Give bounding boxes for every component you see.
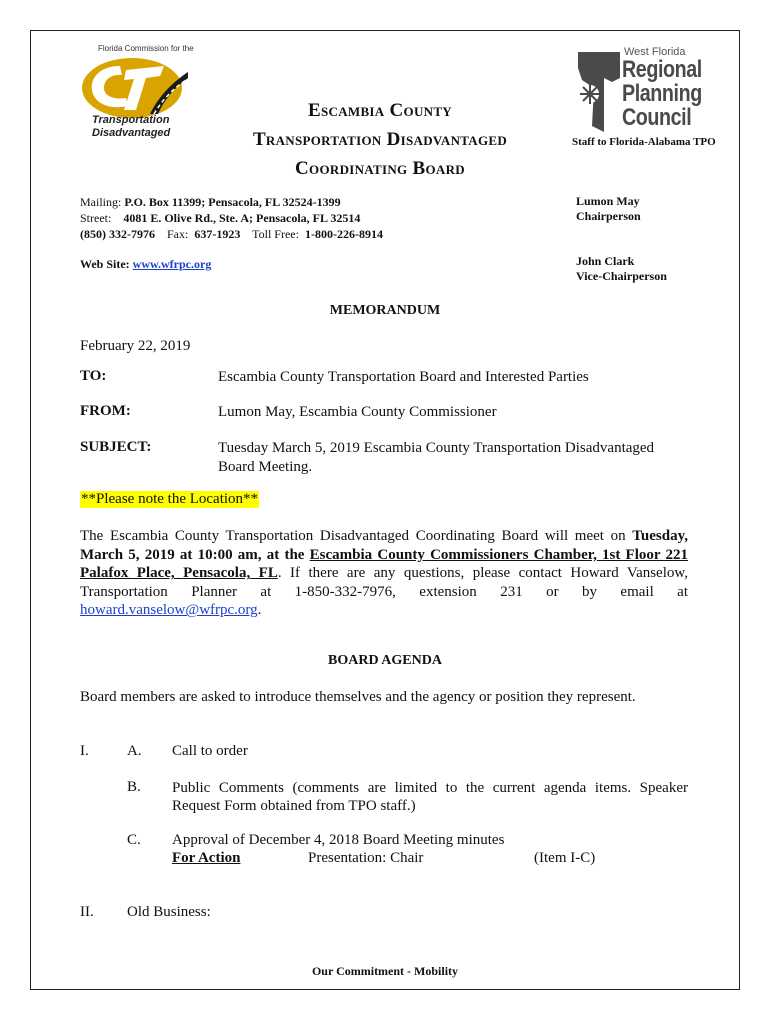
section-1-number: I. <box>80 743 89 759</box>
email-link[interactable]: howard.vanselow@wfrpc.org <box>80 602 258 619</box>
title-line-1: Escambia County <box>308 100 452 121</box>
agenda-intro: Board members are asked to introduce themselves and the agency or position they represent. <box>80 689 636 705</box>
phone-number: (850) 332-7976 <box>80 227 155 241</box>
tollfree-number: 1-800-226-8914 <box>304 227 383 241</box>
item-c-text: Approval of December 4, 2018 Board Meeting minutes <box>172 832 505 848</box>
rpc-logo-word-3: Council <box>622 104 692 131</box>
subject-label: SUBJECT: <box>80 439 152 455</box>
item-c-presentation: Presentation: Chair <box>308 850 424 866</box>
ctd-logo-line1: Transportation <box>92 114 170 126</box>
meeting-paragraph <box>80 527 688 620</box>
ctd-logo-tagline: Florida Commission for the <box>98 44 194 53</box>
chair-name: Lumon May <box>576 194 640 208</box>
florida-map-icon <box>574 48 624 134</box>
vice-chair-name: John Clark <box>576 254 635 268</box>
rpc-logo-top: West Florida <box>624 46 686 58</box>
fax-number: 637-1923 <box>194 227 241 241</box>
rpc-logo <box>572 46 722 146</box>
contact-line <box>80 226 383 242</box>
para-meeting-location: Escambia County Commissioners Chamber, 1st Floor 221 Palafox Place, Pensacola, FL <box>80 546 688 582</box>
mailing-address: P.O. Box 11399; Pensacola, FL 32524-1399 <box>124 195 341 209</box>
street-address: 4081 E. Olive Rd., Ste. A; Pensacola, FL 32514 <box>123 211 361 225</box>
para-contact: . If there are any questions, please contact Howard Vanselow, Transportation Planner at 1-850-332-7976, extension 231 or by email at <box>80 565 688 600</box>
board-title <box>200 96 560 183</box>
para-intro: The Escambia County Transportation Disadvantaged Coordinating Board will meet on <box>80 528 633 544</box>
to-label: TO: <box>80 368 107 384</box>
section-2-title: Old Business: <box>127 904 211 920</box>
vice-chair-title: Vice-Chairperson <box>576 269 667 283</box>
memo-heading: MEMORANDUM <box>329 303 441 318</box>
section-2-number: II. <box>80 904 94 920</box>
tollfree-label: Toll Free: <box>252 227 299 241</box>
rpc-tagline: Staff to Florida-Alabama TPO <box>572 136 716 148</box>
title-line-2: Transportation Disadvantaged <box>252 129 508 150</box>
street-line <box>80 210 383 226</box>
ctd-logo-line2: Disadvantaged <box>92 127 171 139</box>
website-label: Web Site: <box>80 257 130 271</box>
chair-title: Chairperson <box>576 209 641 223</box>
title-line-3: Coordinating Board <box>295 158 465 179</box>
location-note: **Please note the Location** <box>81 491 259 507</box>
from-label: FROM: <box>80 403 131 419</box>
item-a-text: Call to order <box>172 743 248 759</box>
memo-date: February 22, 2019 <box>80 338 191 354</box>
rpc-logo-word-2: Planning <box>622 80 702 107</box>
item-c-label: C. <box>127 832 141 848</box>
subject-value: Tuesday March 5, 2019 Escambia County Transportation Disadvantaged Board Meeting. <box>218 440 655 475</box>
to-value: Escambia County Transportation Board and Interested Parties <box>218 369 589 385</box>
officers-block <box>576 194 667 284</box>
website-line <box>80 256 383 272</box>
para-meeting-time: Tuesday, March 5, 2019 at 10:00 am, at the <box>80 528 688 563</box>
ctd-logo <box>80 44 194 144</box>
mailing-line <box>80 194 383 210</box>
item-c-reference: (Item I-C) <box>534 850 596 866</box>
item-a-label: A. <box>127 743 142 759</box>
mailing-label: Mailing: <box>80 195 122 209</box>
item-c-action: For Action <box>172 850 241 866</box>
website-link[interactable]: www.wfrpc.org <box>132 257 212 271</box>
item-b-text: Public Comments (comments are limited to the current agenda items. Speaker Request Form obtained from TPO staff.) <box>172 780 688 814</box>
fax-label: Fax: <box>167 227 189 241</box>
address-block <box>80 194 383 272</box>
para-end: . <box>257 602 262 619</box>
agenda-heading: BOARD AGENDA <box>328 653 442 668</box>
item-b-label: B. <box>127 779 141 795</box>
street-label: Street: <box>80 211 112 225</box>
footer-slogan: Our Commitment - Mobility <box>311 964 459 978</box>
from-value: Lumon May, Escambia County Commissioner <box>218 404 497 420</box>
rpc-logo-word-1: Regional <box>622 56 702 83</box>
